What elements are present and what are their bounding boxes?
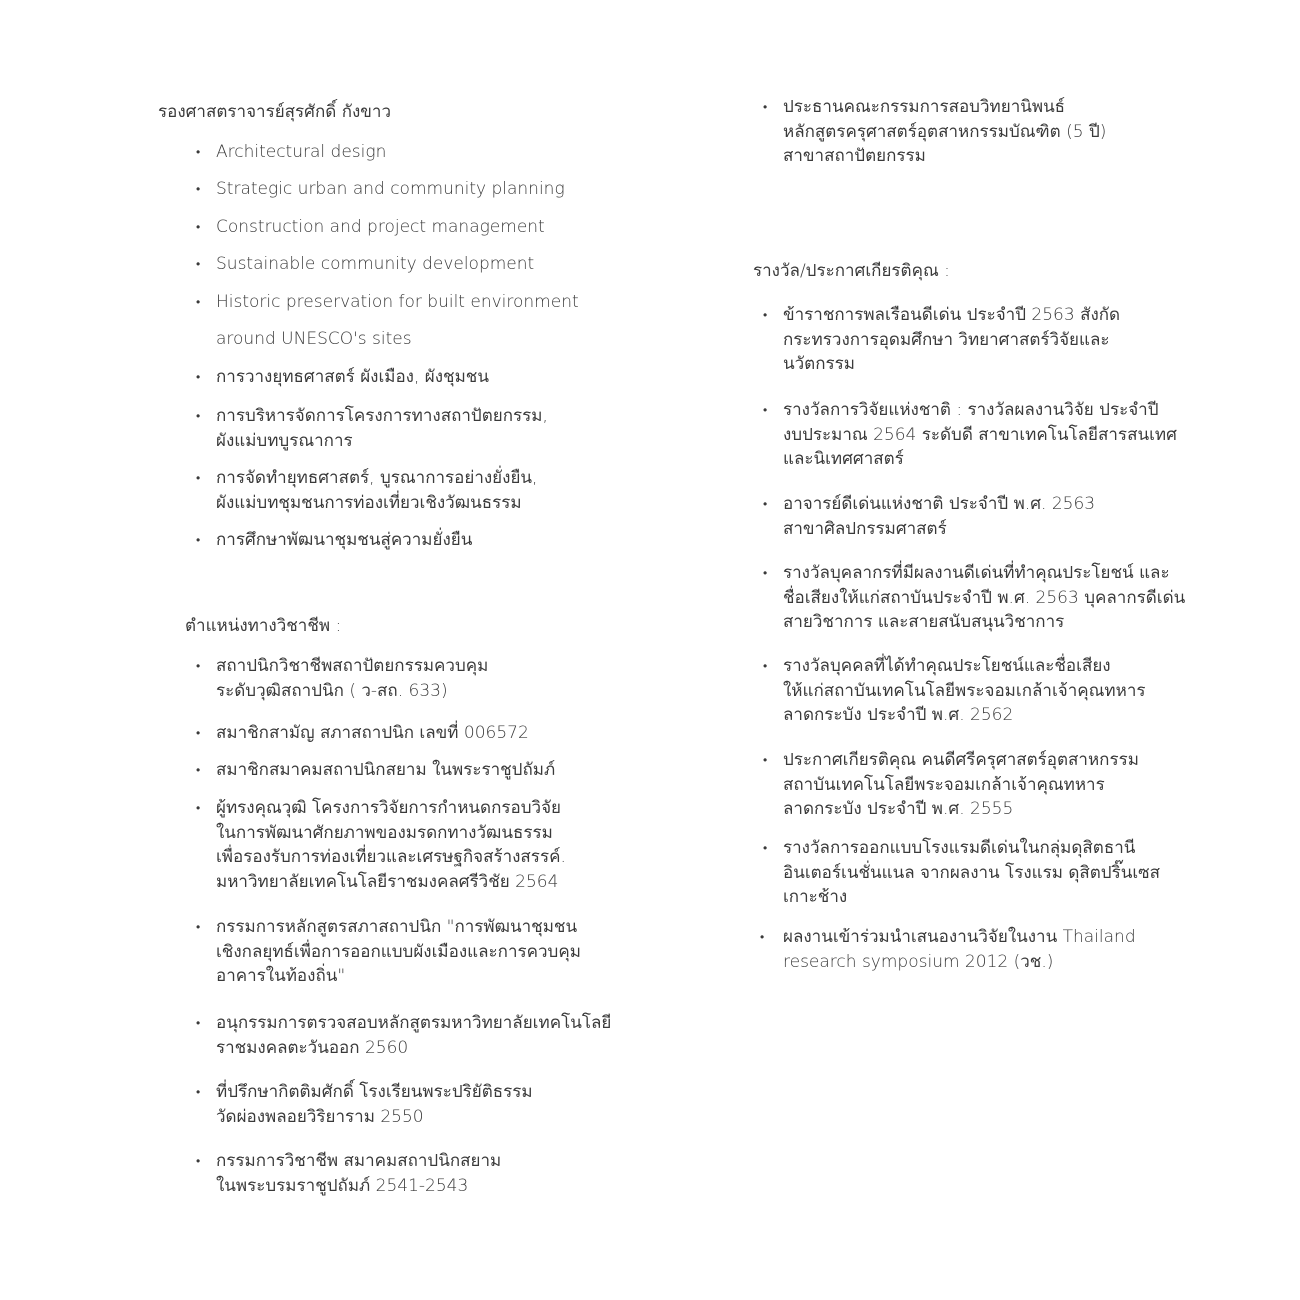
award-item bbox=[783, 492, 1095, 541]
position-item bbox=[216, 654, 488, 703]
bullet-icon: • bbox=[763, 566, 768, 580]
committee-line: ประธานคณะกรรมการสอบวิทยานิพนธ์ bbox=[783, 97, 1066, 117]
position-item bbox=[216, 721, 529, 746]
committee-line: สาขาสถาปัตยกรรม bbox=[783, 146, 926, 166]
position-line: ราชมงคลตะวันออก 2560 bbox=[216, 1037, 409, 1058]
position-line: ผู้ทรงคุณวุฒิ โครงการวิจัยการกำหนดกรอบวิจัย bbox=[216, 798, 561, 818]
award-line: ประกาศเกียรติคุณ คนดีศรีครุศาสตร์อุตสาหกรรม bbox=[783, 750, 1139, 770]
position-line: เพื่อรองรับการท่องเที่ยวและเศรษฐกิจสร้างสรรค์. bbox=[216, 847, 566, 867]
award-item bbox=[783, 303, 1120, 377]
bullet-icon: • bbox=[196, 1085, 201, 1099]
award-line: นวัตกรรม bbox=[783, 354, 855, 374]
bullet-icon: • bbox=[763, 659, 768, 673]
bullet-icon: • bbox=[763, 308, 768, 322]
award-line: research symposium 2012 (วช.) bbox=[783, 951, 1054, 972]
awards-heading: รางวัล/ประกาศเกียรติคุณ : bbox=[753, 261, 950, 281]
award-item bbox=[783, 398, 1177, 472]
expertise-line: การวางยุทธศาสตร์ ผังเมือง, ผังชุมชน bbox=[216, 367, 489, 387]
bullet-icon: • bbox=[196, 471, 201, 485]
position-line: ในการพัฒนาศักยภาพของมรดกทางวัฒนธรรม bbox=[216, 822, 553, 843]
award-line: ข้าราชการพลเรือนดีเด่น ประจำปี 2563 สังกัด bbox=[783, 305, 1121, 325]
bullet-icon: • bbox=[196, 726, 201, 740]
award-line: อินเตอร์เนชั่นแนล จากผลงาน โรงแรม ดุสิตปริ๊นเซส bbox=[783, 862, 1161, 883]
position-line: มหาวิทยาลัยเทคโนโลยีราชมงคลศรีวิชัย 2564 bbox=[216, 871, 559, 892]
award-line: กระทรวงการอุดมศึกษา วิทยาศาสตร์วิจัยและ bbox=[783, 329, 1110, 350]
award-line: ชื่อเสียงให้แก่สถาบันประจำปี พ.ศ. 2563 บุคลากรดีเด่น bbox=[783, 587, 1186, 608]
award-line: รางวัลบุคลากรที่มีผลงานดีเด่นที่ทำคุณประโยชน์ และ bbox=[783, 563, 1170, 583]
award-item bbox=[783, 654, 1146, 728]
committee-line: หลักสูตรครุศาสตร์อุตสาหกรรมบัณฑิต (5 ปี) bbox=[783, 121, 1107, 142]
expertise-item bbox=[216, 177, 565, 202]
bullet-icon: • bbox=[196, 295, 201, 309]
position-item bbox=[216, 758, 555, 783]
bullet-icon: • bbox=[760, 930, 765, 944]
award-line: สถาบันเทคโนโลยีพระจอมเกล้าเจ้าคุณทหาร bbox=[783, 774, 1105, 795]
award-line: รางวัลการออกแบบโรงแรมดีเด่นในกลุ่มดุสิตธานี bbox=[783, 838, 1136, 858]
award-line: ลาดกระบัง ประจำปี พ.ศ. 2555 bbox=[783, 799, 1014, 819]
bullet-icon: • bbox=[196, 182, 201, 196]
bullet-icon: • bbox=[196, 801, 201, 815]
award-line: ลาดกระบัง ประจำปี พ.ศ. 2562 bbox=[783, 705, 1014, 725]
award-line: เกาะช้าง bbox=[783, 887, 848, 907]
expertise-line: Sustainable community development bbox=[216, 254, 535, 274]
expertise-item bbox=[216, 365, 489, 390]
position-line: อนุกรรมการตรวจสอบหลักสูตรมหาวิทยาลัยเทคโนโลยี bbox=[216, 1013, 612, 1033]
committee-item bbox=[783, 95, 1106, 169]
bullet-icon: • bbox=[196, 1154, 201, 1168]
bullet-icon: • bbox=[196, 220, 201, 234]
bullet-icon: • bbox=[196, 533, 201, 547]
position-heading: ตำแหน่งทางวิชาชีพ : bbox=[185, 616, 342, 636]
award-item bbox=[783, 561, 1185, 635]
award-line: รางวัลบุคคลที่ได้ทำคุณประโยชน์และชื่อเสียง bbox=[783, 656, 1111, 676]
expertise-continuation: around UNESCO's sites bbox=[216, 329, 412, 349]
expertise-item bbox=[216, 252, 534, 277]
award-line: รางวัลการวิจัยแห่งชาติ : รางวัลผลงานวิจัย ประจำปี bbox=[783, 400, 1159, 420]
expertise-item bbox=[216, 140, 386, 165]
expertise-line: การศึกษาพัฒนาชุมชนสู่ความยั่งยืน bbox=[216, 530, 473, 550]
bullet-icon: • bbox=[763, 753, 768, 767]
award-item bbox=[783, 925, 1136, 974]
expertise-line: Strategic urban and community planning bbox=[216, 179, 565, 199]
position-item bbox=[216, 796, 566, 894]
award-line: งบประมาณ 2564 ระดับดี สาขาเทคโนโลยีสารสนเทศ bbox=[783, 424, 1177, 445]
bullet-icon: • bbox=[196, 920, 201, 934]
expertise-line: Construction and project management bbox=[216, 217, 545, 237]
name-heading: รองศาสตราจารย์สุรศักดิ์ กังขาว bbox=[158, 102, 392, 122]
position-line: กรรมการวิชาชีพ สมาคมสถาปนิกสยาม bbox=[216, 1151, 502, 1171]
position-line: วัดผ่องพลอยวิริยาราม 2550 bbox=[216, 1106, 424, 1127]
bullet-icon: • bbox=[196, 763, 201, 777]
award-line: สาขาศิลปกรรมศาสตร์ bbox=[783, 518, 947, 539]
expertise-line: Architectural design bbox=[216, 142, 387, 162]
award-line: สายวิชาการ และสายสนับสนุนวิชาการ bbox=[783, 612, 1065, 632]
position-line: ที่ปรึกษากิตติมศักดิ์ โรงเรียนพระปริยัติธรรม bbox=[216, 1082, 533, 1102]
position-line: ระดับวุฒิสถาปนิก ( ว-สถ. 633) bbox=[216, 680, 448, 701]
bullet-icon: • bbox=[763, 497, 768, 511]
position-line: สถาปนิกวิชาชีพสถาปัตยกรรมควบคุม bbox=[216, 656, 489, 676]
position-item bbox=[216, 1149, 501, 1198]
position-line: สมาชิกสามัญ สภาสถาปนิก เลขที่ 006572 bbox=[216, 723, 529, 743]
expertise-item bbox=[216, 528, 472, 553]
award-item bbox=[783, 836, 1160, 910]
position-line: เชิงกลยุทธ์เพื่อการออกแบบผังเมืองและการควบคุม bbox=[216, 941, 581, 962]
position-line: กรรมการหลักสูตรสภาสถาปนิก "การพัฒนาชุมชน bbox=[216, 917, 578, 937]
bullet-icon: • bbox=[763, 841, 768, 855]
position-item bbox=[216, 1011, 611, 1060]
award-line: และนิเทศศาสตร์ bbox=[783, 449, 904, 469]
position-item bbox=[216, 1080, 533, 1129]
award-line: ให้แก่สถาบันเทคโนโลยีพระจอมเกล้าเจ้าคุณทหาร bbox=[783, 680, 1146, 701]
expertise-item bbox=[216, 215, 545, 240]
expertise-line: การบริหารจัดการโครงการทางสถาปัตยกรรม, bbox=[216, 406, 548, 426]
award-line: อาจารย์ดีเด่นแห่งชาติ ประจำปี พ.ศ. 2563 bbox=[783, 494, 1096, 514]
bullet-icon: • bbox=[763, 100, 768, 114]
position-item bbox=[216, 915, 581, 989]
expertise-item bbox=[216, 290, 579, 315]
bullet-icon: • bbox=[196, 145, 201, 159]
expertise-line: ผังแม่บทชุมชนการท่องเที่ยวเชิงวัฒนธรรม bbox=[216, 492, 522, 513]
expertise-item bbox=[216, 466, 537, 515]
bullet-icon: • bbox=[763, 403, 768, 417]
bullet-icon: • bbox=[196, 257, 201, 271]
bullet-icon: • bbox=[196, 409, 201, 423]
expertise-line: การจัดทำยุทธศาสตร์, บูรณาการอย่างยั่งยืน, bbox=[216, 468, 538, 488]
bullet-icon: • bbox=[196, 370, 201, 384]
expertise-line: Historic preservation for built environment bbox=[216, 292, 579, 312]
bullet-icon: • bbox=[196, 659, 201, 673]
award-item bbox=[783, 748, 1139, 822]
bullet-icon: • bbox=[196, 1016, 201, 1030]
position-line: ในพระบรมราชูปถัมภ์ 2541-2543 bbox=[216, 1175, 469, 1196]
position-line: สมาชิกสมาคมสถาปนิกสยาม ในพระราชูปถัมภ์ bbox=[216, 760, 556, 780]
expertise-item bbox=[216, 404, 548, 453]
position-line: อาคารในท้องถิ่น" bbox=[216, 966, 346, 986]
award-line: ผลงานเข้าร่วมนำเสนองานวิจัยในงาน Thailand bbox=[783, 927, 1136, 947]
expertise-line: ผังแม่บทบูรณาการ bbox=[216, 430, 353, 451]
